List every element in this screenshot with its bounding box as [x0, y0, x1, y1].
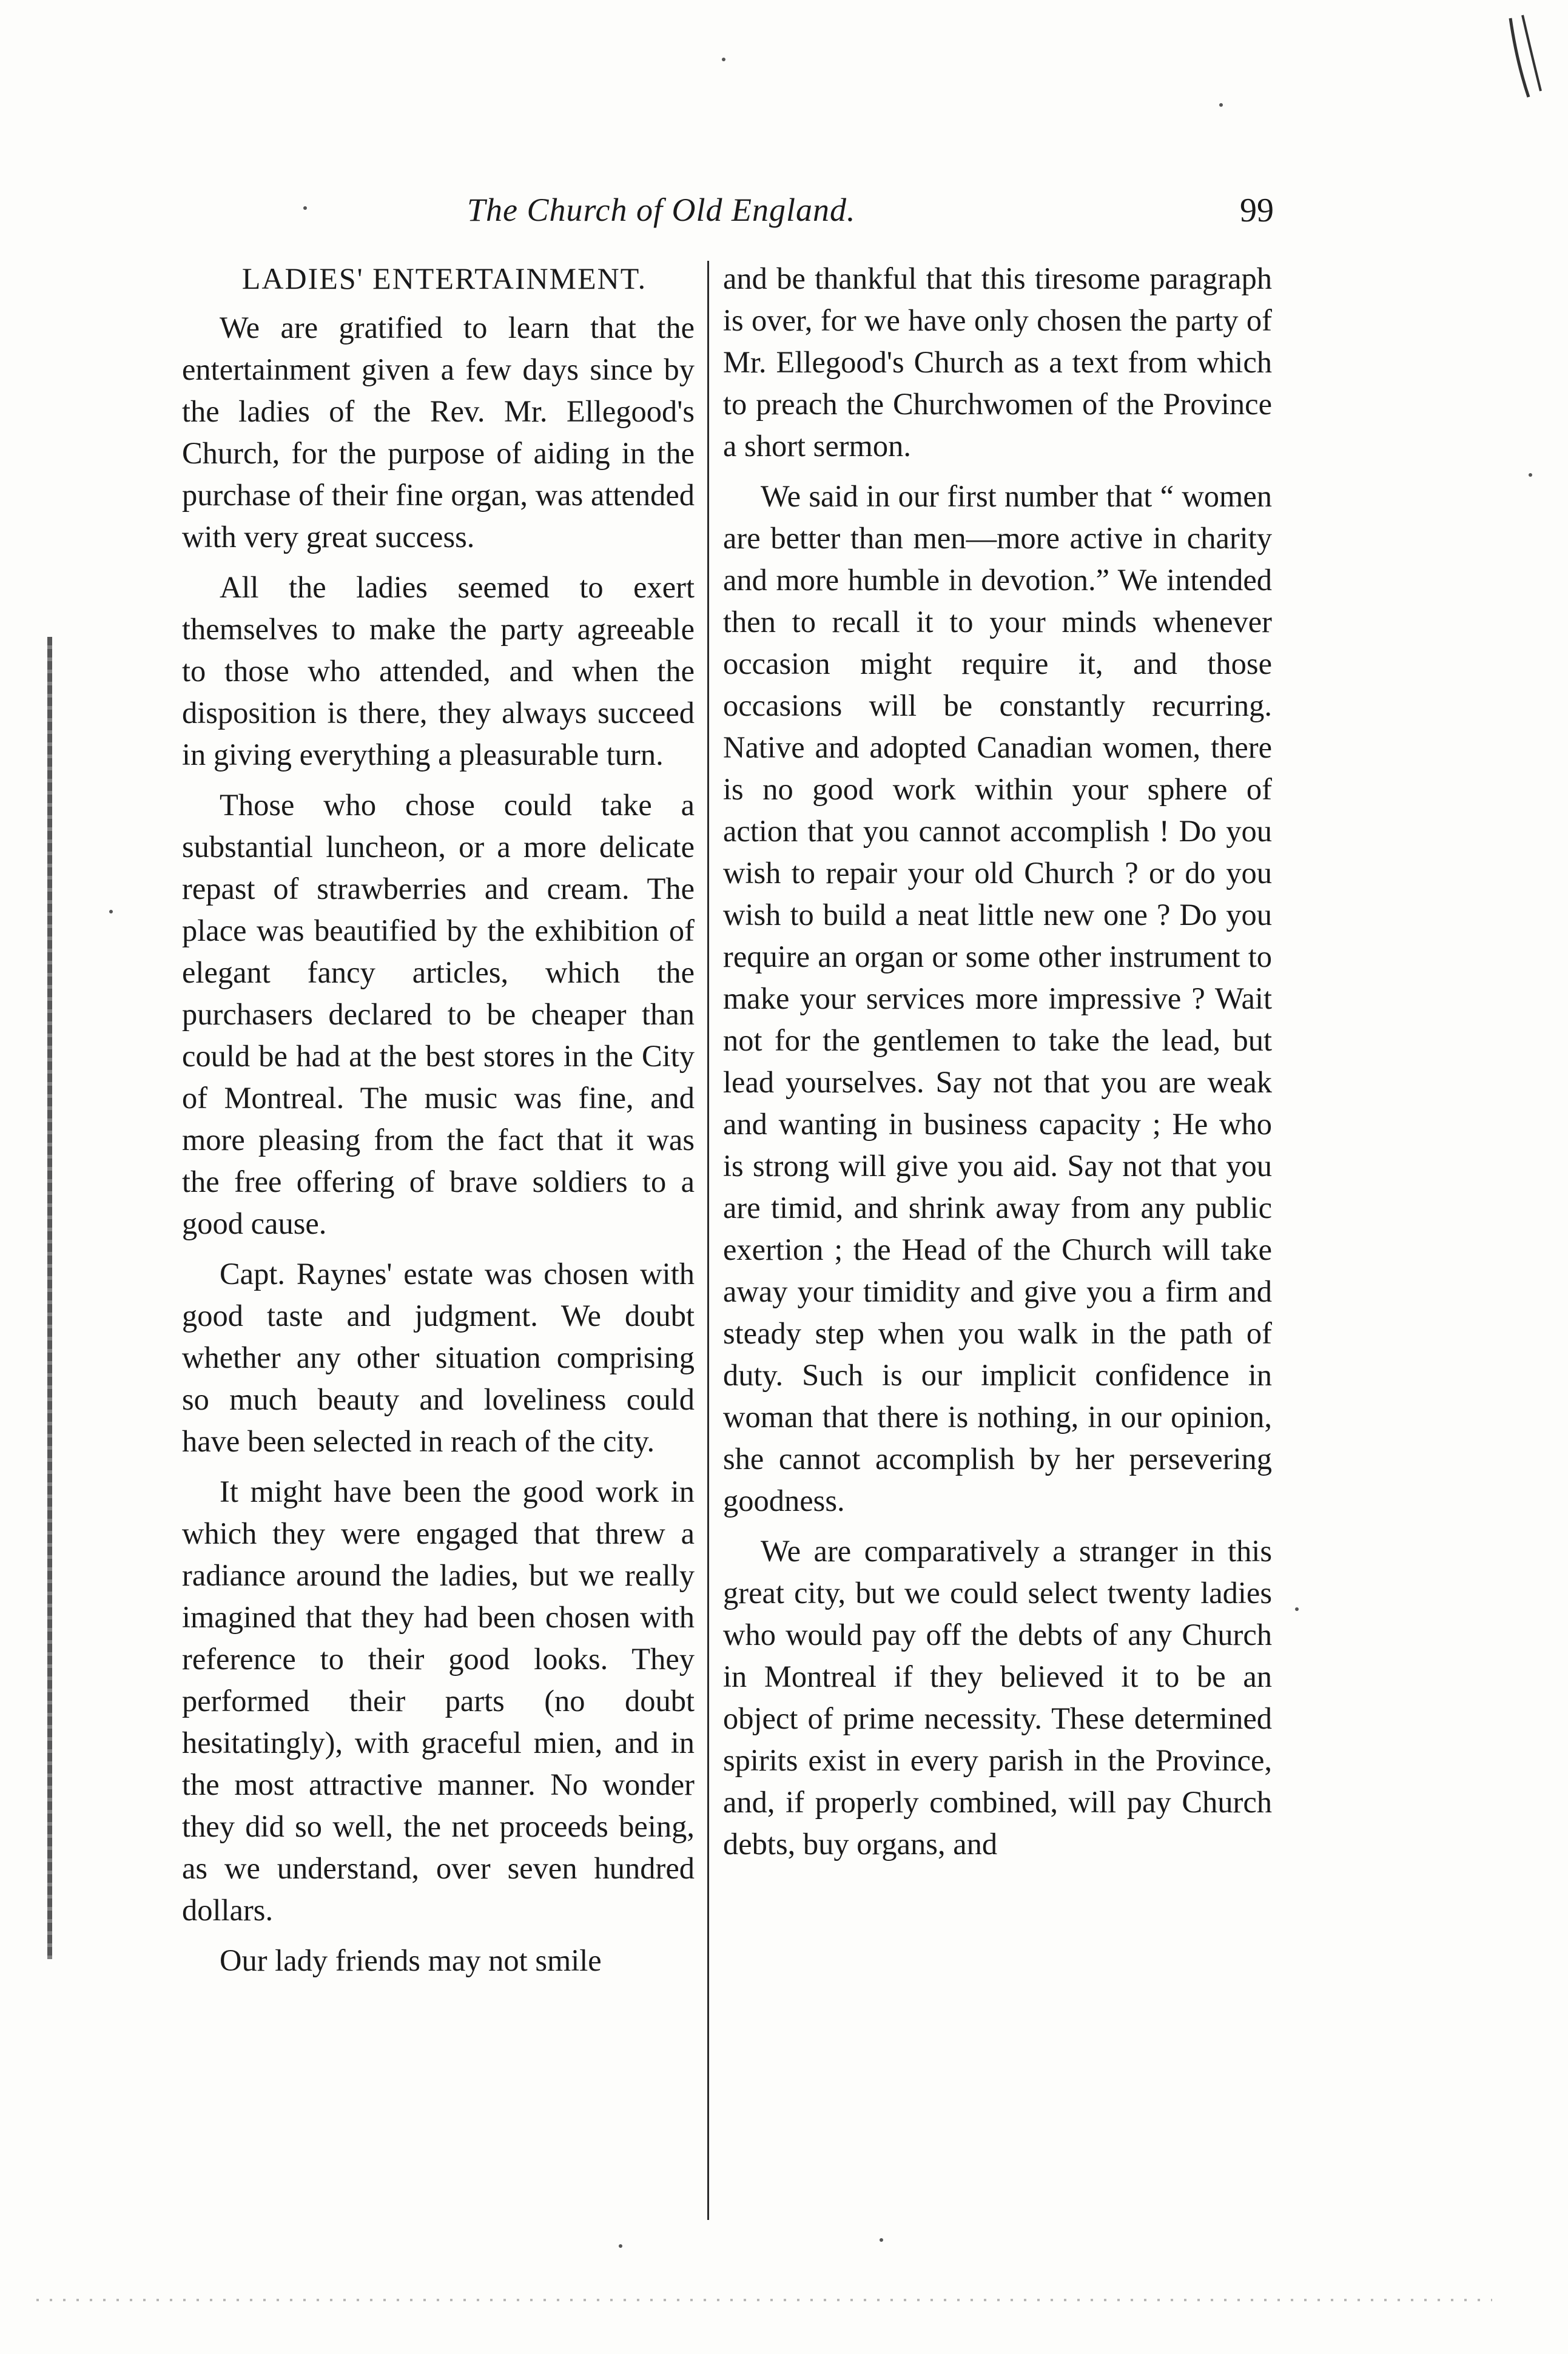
scan-speck [722, 58, 725, 61]
scan-speck [109, 910, 113, 913]
scan-speck [880, 2238, 883, 2242]
page-number: 99 [1240, 192, 1274, 229]
scan-speck [619, 2244, 622, 2248]
column-rule [707, 261, 709, 2220]
paragraph: We said in our first number that “ women are better than men—more active in charity and more humble in devotion.” We intended then to recall it to your minds whenever occasion might require it, and those occasions will be constantly recurring. Native and adopted Canadian women, there is no good work within your sphere of action that you cannot accomplish ! Do you wish to repair your old Church ? or do you wish to build a neat little new one ? Do you require an organ or some other instrument to make your services more impressive ? Wait not for the gentlemen to take the lead, but lead yourselves. Say not that you are weak and wanting in business capacity ; He who is strong will give you aid. Say not that you are timid, and shrink away from any public exertion ; the Head of the Church will take away your timidity and give you a firm and steady step when you walk in the path of duty. Such is our implicit confidence in woman that there is nothing, in our opinion, she cannot accomplish by her persevering goodness. [723, 479, 1272, 1518]
corner-scan-mark [1504, 12, 1547, 103]
left-column [182, 258, 695, 1990]
paragraph: All the ladies seemed to exert themselves to make the party agreeable to those who attended, and when the disposition is there, they always succeed in giving everything a pleasurable turn. [182, 570, 695, 772]
paragraph: We are gratified to learn that the entertainment given a few days since by the ladies of the Rev. Mr. Ellegood's Church, for the purpose of aiding in the purchase of their fine organ, was attended with very great success. [182, 311, 695, 554]
scan-speck [1295, 1607, 1299, 1611]
paragraph: Our lady friends may not smile [220, 1943, 602, 1977]
article-heading: LADIES' ENTERTAINMENT. [241, 261, 647, 295]
right-column [723, 258, 1272, 1874]
scan-binding-edge [47, 637, 52, 1959]
paragraph: Capt. Raynes' estate was chosen with good taste and judgment. We doubt whether any other situation comprising so much beauty and loveliness could have been selected in reach of the city. [182, 1257, 695, 1458]
running-title: The Church of Old England. [467, 192, 856, 228]
scan-speck [1219, 103, 1223, 107]
running-head [182, 191, 1286, 240]
paragraph: and be thankful that this tiresome paragraph is over, for we have only chosen the party of Mr. Ellegood's Church as a text from which to preach the Churchwomen of the Province a short sermon. [723, 261, 1272, 463]
paragraph: We are comparatively a stranger in this great city, but we could select twenty ladies who would pay off the debts of any Church in Montreal if they believed it to be an object of prime necessity. These determined spirits exist in every parish in the Province, and, if properly combined, will pay Church debts, buy organs, and [723, 1534, 1272, 1861]
scan-speck [1529, 473, 1532, 477]
paragraph: Those who chose could take a substantial luncheon, or a more delicate repast of strawberries and cream. The place was beautified by the exhibition of elegant fancy articles, which the purchasers declared to be cheaper than could be had at the best stores in the City of Montreal. The music was fine, and more pleasing from the fact that it was the free offering of brave soldiers to a good cause. [182, 788, 695, 1240]
paragraph: It might have been the good work in which they were engaged that threw a radiance around the ladies, but we really imagined that they had been chosen with reference to their good looks. They performed their parts (no doubt hesitatingly), with graceful mien, and in the most attractive manner. No wonder they did so well, the net proceeds being, as we understand, over seven hundred dollars. [182, 1475, 695, 1927]
scan-bottom-noise [36, 2299, 1492, 2301]
